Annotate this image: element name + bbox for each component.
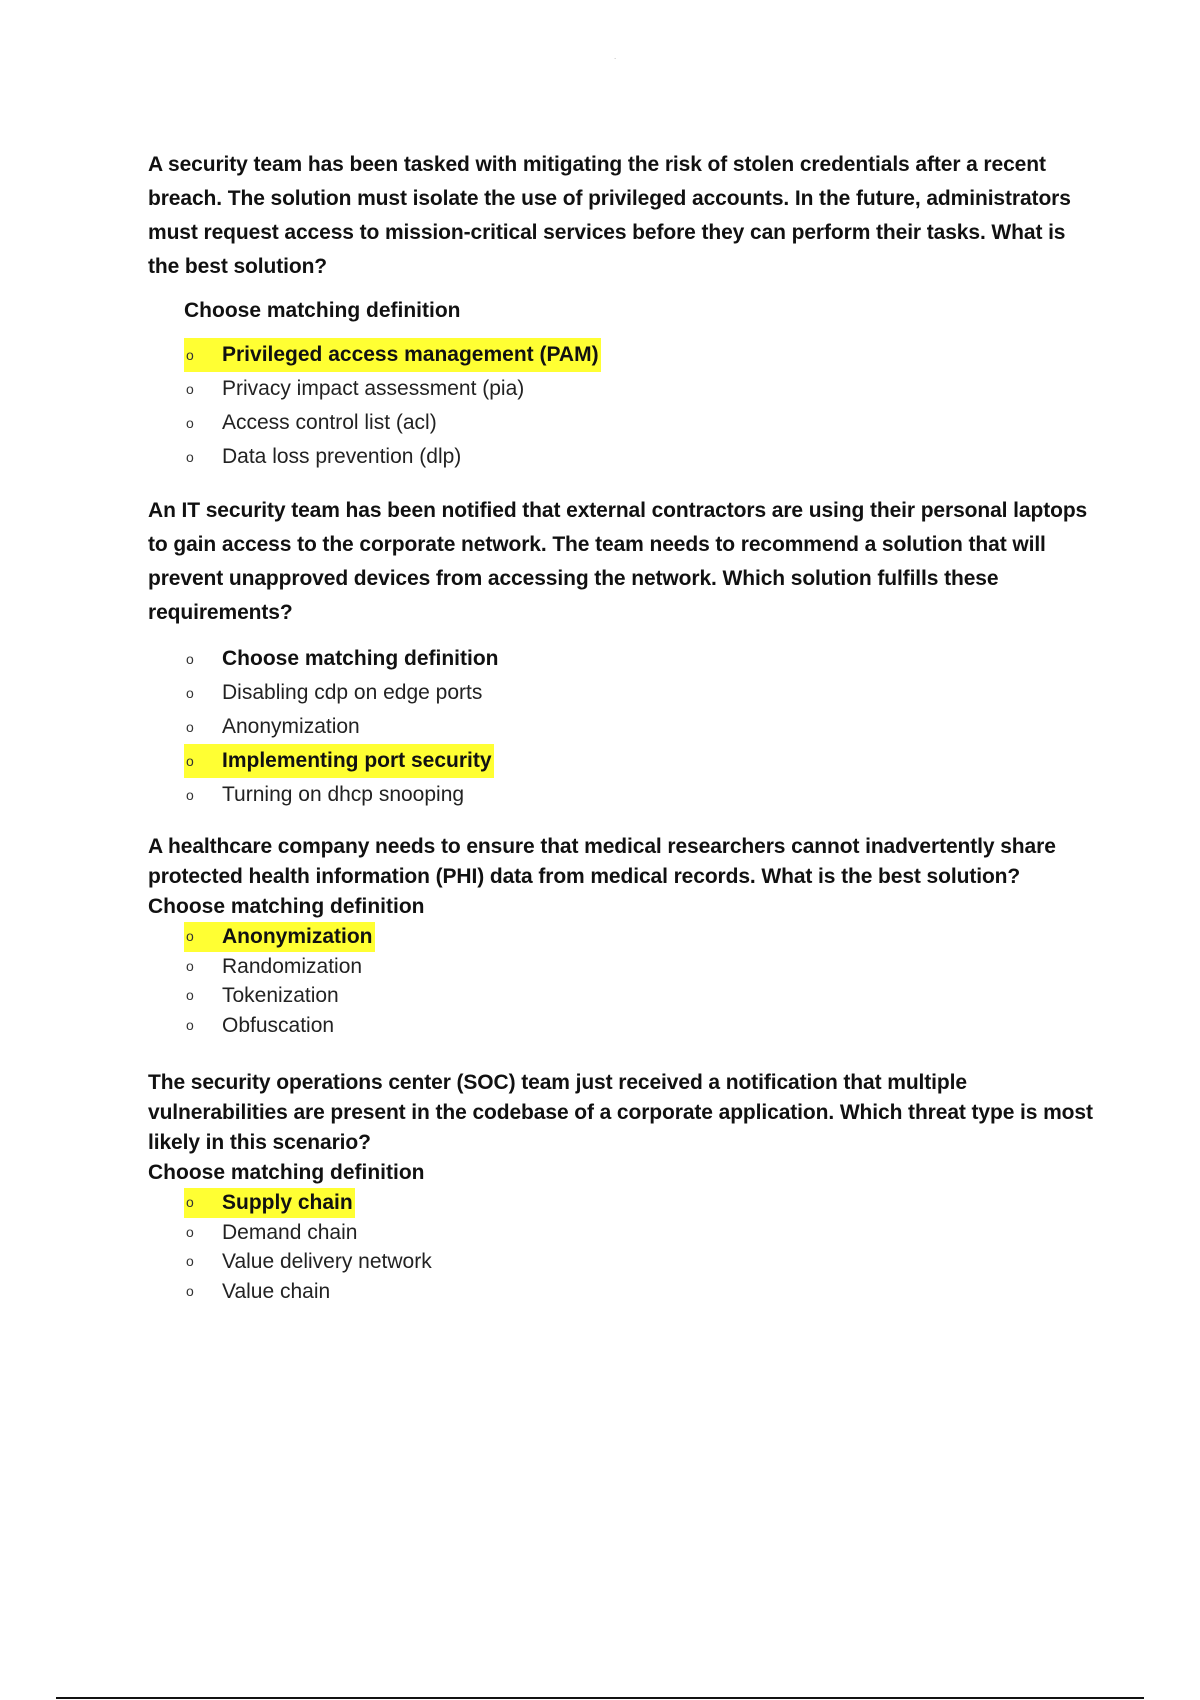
question-block-1: [148, 148, 1098, 474]
option-item[interactable]: [184, 922, 1098, 952]
option-item[interactable]: o Data loss prevention (dlp): [184, 440, 1098, 474]
option-item[interactable]: o Obfuscation: [184, 1011, 1098, 1041]
circle-bullet-icon: [184, 1277, 222, 1307]
option-item[interactable]: o Turning on dhcp snooping: [184, 778, 1098, 812]
option-item[interactable]: o Privacy impact assessment (pia): [184, 372, 1098, 406]
question-prompt: Choose matching definition: [148, 895, 425, 918]
question-prompt: Choose matching definition: [148, 1161, 425, 1184]
circle-bullet-icon: [184, 1188, 222, 1218]
circle-bullet-icon: [184, 440, 222, 474]
circle-bullet-icon: [184, 744, 222, 778]
circle-bullet-icon: [184, 1011, 222, 1041]
question-block-3: [148, 832, 1098, 1040]
circle-bullet-icon: [184, 1218, 222, 1248]
circle-bullet-icon: [184, 406, 222, 440]
option-item[interactable]: o Access control list (acl): [184, 406, 1098, 440]
options-list: [184, 642, 1098, 812]
option-item[interactable]: o Disabling cdp on edge ports: [184, 676, 1098, 710]
bottom-rule-divider: [56, 1697, 1144, 1699]
option-item[interactable]: o Value delivery network: [184, 1247, 1098, 1277]
question-text: A healthcare company needs to ensure that medical researchers cannot inadvertently share protected health information (PHI) data from medical records. What is the best solution?: [148, 835, 1056, 888]
circle-bullet-icon: [184, 952, 222, 982]
option-item[interactable]: o Choose matching definition: [184, 642, 1098, 676]
question-block-2: [148, 494, 1098, 812]
circle-bullet-icon: [184, 642, 222, 676]
top-mark: .: [614, 52, 617, 61]
highlighted-answer: o Supply chain: [184, 1188, 355, 1218]
circle-bullet-icon: [184, 710, 222, 744]
options-list: [184, 922, 1098, 1040]
question-text: A security team has been tasked with mitigating the risk of stolen credentials after a recent breach. The solution must isolate the use of privileged accounts. In the future, administrators must request access to mission-critical services before they can perform their tasks. What is the best solution?: [148, 153, 1071, 278]
highlighted-answer: o Anonymization: [184, 922, 375, 952]
options-list: [184, 338, 1098, 474]
circle-bullet-icon: [184, 1247, 222, 1277]
quiz-document: [148, 148, 1098, 1326]
option-item[interactable]: [184, 744, 1098, 778]
question-prompt: Choose matching definition: [184, 299, 461, 322]
options-list: [184, 1188, 1098, 1306]
circle-bullet-icon: [184, 676, 222, 710]
option-item[interactable]: o Tokenization: [184, 981, 1098, 1011]
circle-bullet-icon: [184, 981, 222, 1011]
option-item[interactable]: [184, 1188, 1098, 1218]
question-text: The security operations center (SOC) team just received a notification that multiple vulnerabilities are present in the codebase of a corporate application. Which threat type is most likely in this scenario?: [148, 1071, 1093, 1154]
option-item[interactable]: o Randomization: [184, 952, 1098, 982]
option-item[interactable]: o Value chain: [184, 1277, 1098, 1307]
highlighted-answer: o Privileged access management (PAM): [184, 338, 601, 372]
circle-bullet-icon: [184, 338, 222, 372]
question-text: An IT security team has been notified that external contractors are using their personal laptops to gain access to the corporate network. The team needs to recommend a solution that will prevent unapproved devices from accessing the network. Which solution fulfills these requirements?: [148, 499, 1088, 624]
option-item[interactable]: [184, 338, 1098, 372]
circle-bullet-icon: [184, 372, 222, 406]
highlighted-answer: o Implementing port security: [184, 744, 494, 778]
option-item[interactable]: o Anonymization: [184, 710, 1098, 744]
circle-bullet-icon: [184, 922, 222, 952]
option-item[interactable]: o Demand chain: [184, 1218, 1098, 1248]
circle-bullet-icon: [184, 778, 222, 812]
question-block-4: [148, 1068, 1098, 1306]
